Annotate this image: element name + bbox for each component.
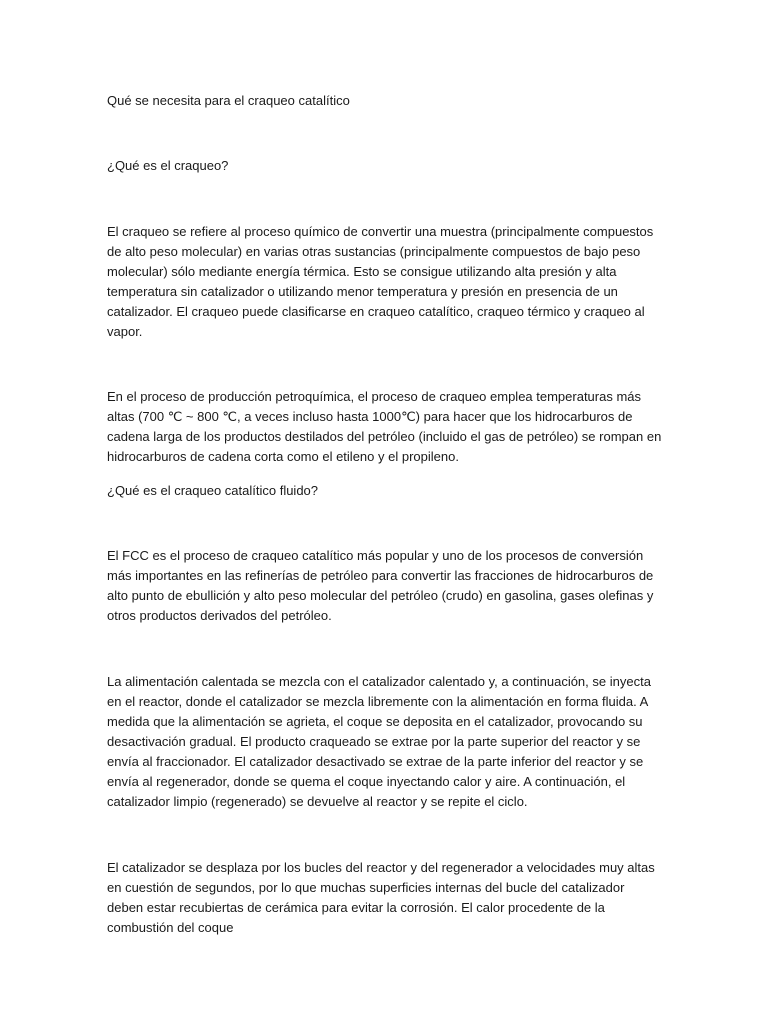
paragraph-catalyst-circulation: El catalizador se desplaza por los bucles del reactor y del regenerador a velocidades muy altas en cuestión de segundos, por lo que muchas superficies internas del bucle del catalizador deben estar recubiertas de cerámica para evitar la corrosión. El calor procedente de la combustión del coque	[107, 860, 655, 935]
section-heading-what-is-cracking: ¿Qué es el craqueo?	[107, 158, 229, 173]
section-heading-what-is-fcc: ¿Qué es el craqueo catalítico fluido?	[107, 483, 319, 498]
paragraph-cracking-definition: El craqueo se refiere al proceso químico de convertir una muestra (principalmente compuestos de alto peso molecular) en varias otras sustancias (principalmente compuestos de bajo peso molecular) sólo mediante energía térmica. Esto se consigue utilizando alta presión y alta temperatura sin catalizador o utilizando menor temperatura y presión en presencia de un catalizador. El craqueo puede clasificarse en craqueo catalítico, craqueo térmico y craqueo al vapor.	[107, 224, 654, 339]
paragraph-fcc-process: La alimentación calentada se mezcla con el catalizador calentado y, a continuación, se inyecta en el reactor, donde el catalizador se mezcla libremente con la alimentación en forma fluida. A medida que la alimentación se agrieta, el coque se deposita en el catalizador, provocando su desactivación gradual. El producto craqueado se extrae por la parte superior del reactor y se envía al fraccionador. El catalizador desactivado se extrae de la parte inferior del reactor y se envía al regenerador, donde se quema el coque inyectando calor y aire. A continuación, el catalizador limpio (regenerado) se devuelve al reactor y se repite el ciclo.	[107, 674, 651, 809]
paragraph-petrochemical-process: En el proceso de producción petroquímica, el proceso de craqueo emplea temperaturas más altas (700 ℃ ~ 800 ℃, a veces incluso hasta 1000℃) para hacer que los hidrocarburos de cadena larga de los productos destilados del petróleo (incluido el gas de petróleo) se rompan en hidrocarburos de cadena corta como el etileno y el propileno.	[107, 389, 662, 464]
document-title: Qué se necesita para el craqueo catalítico	[107, 93, 350, 108]
paragraph-fcc-definition: El FCC es el proceso de craqueo catalítico más popular y uno de los procesos de conversión más importantes en las refinerías de petróleo para convertir las fracciones de hidrocarburos de alto punto de ebullición y alto peso molecular del petróleo (crudo) en gasolina, gases olefinas y otros productos derivados del petróleo.	[107, 548, 654, 623]
